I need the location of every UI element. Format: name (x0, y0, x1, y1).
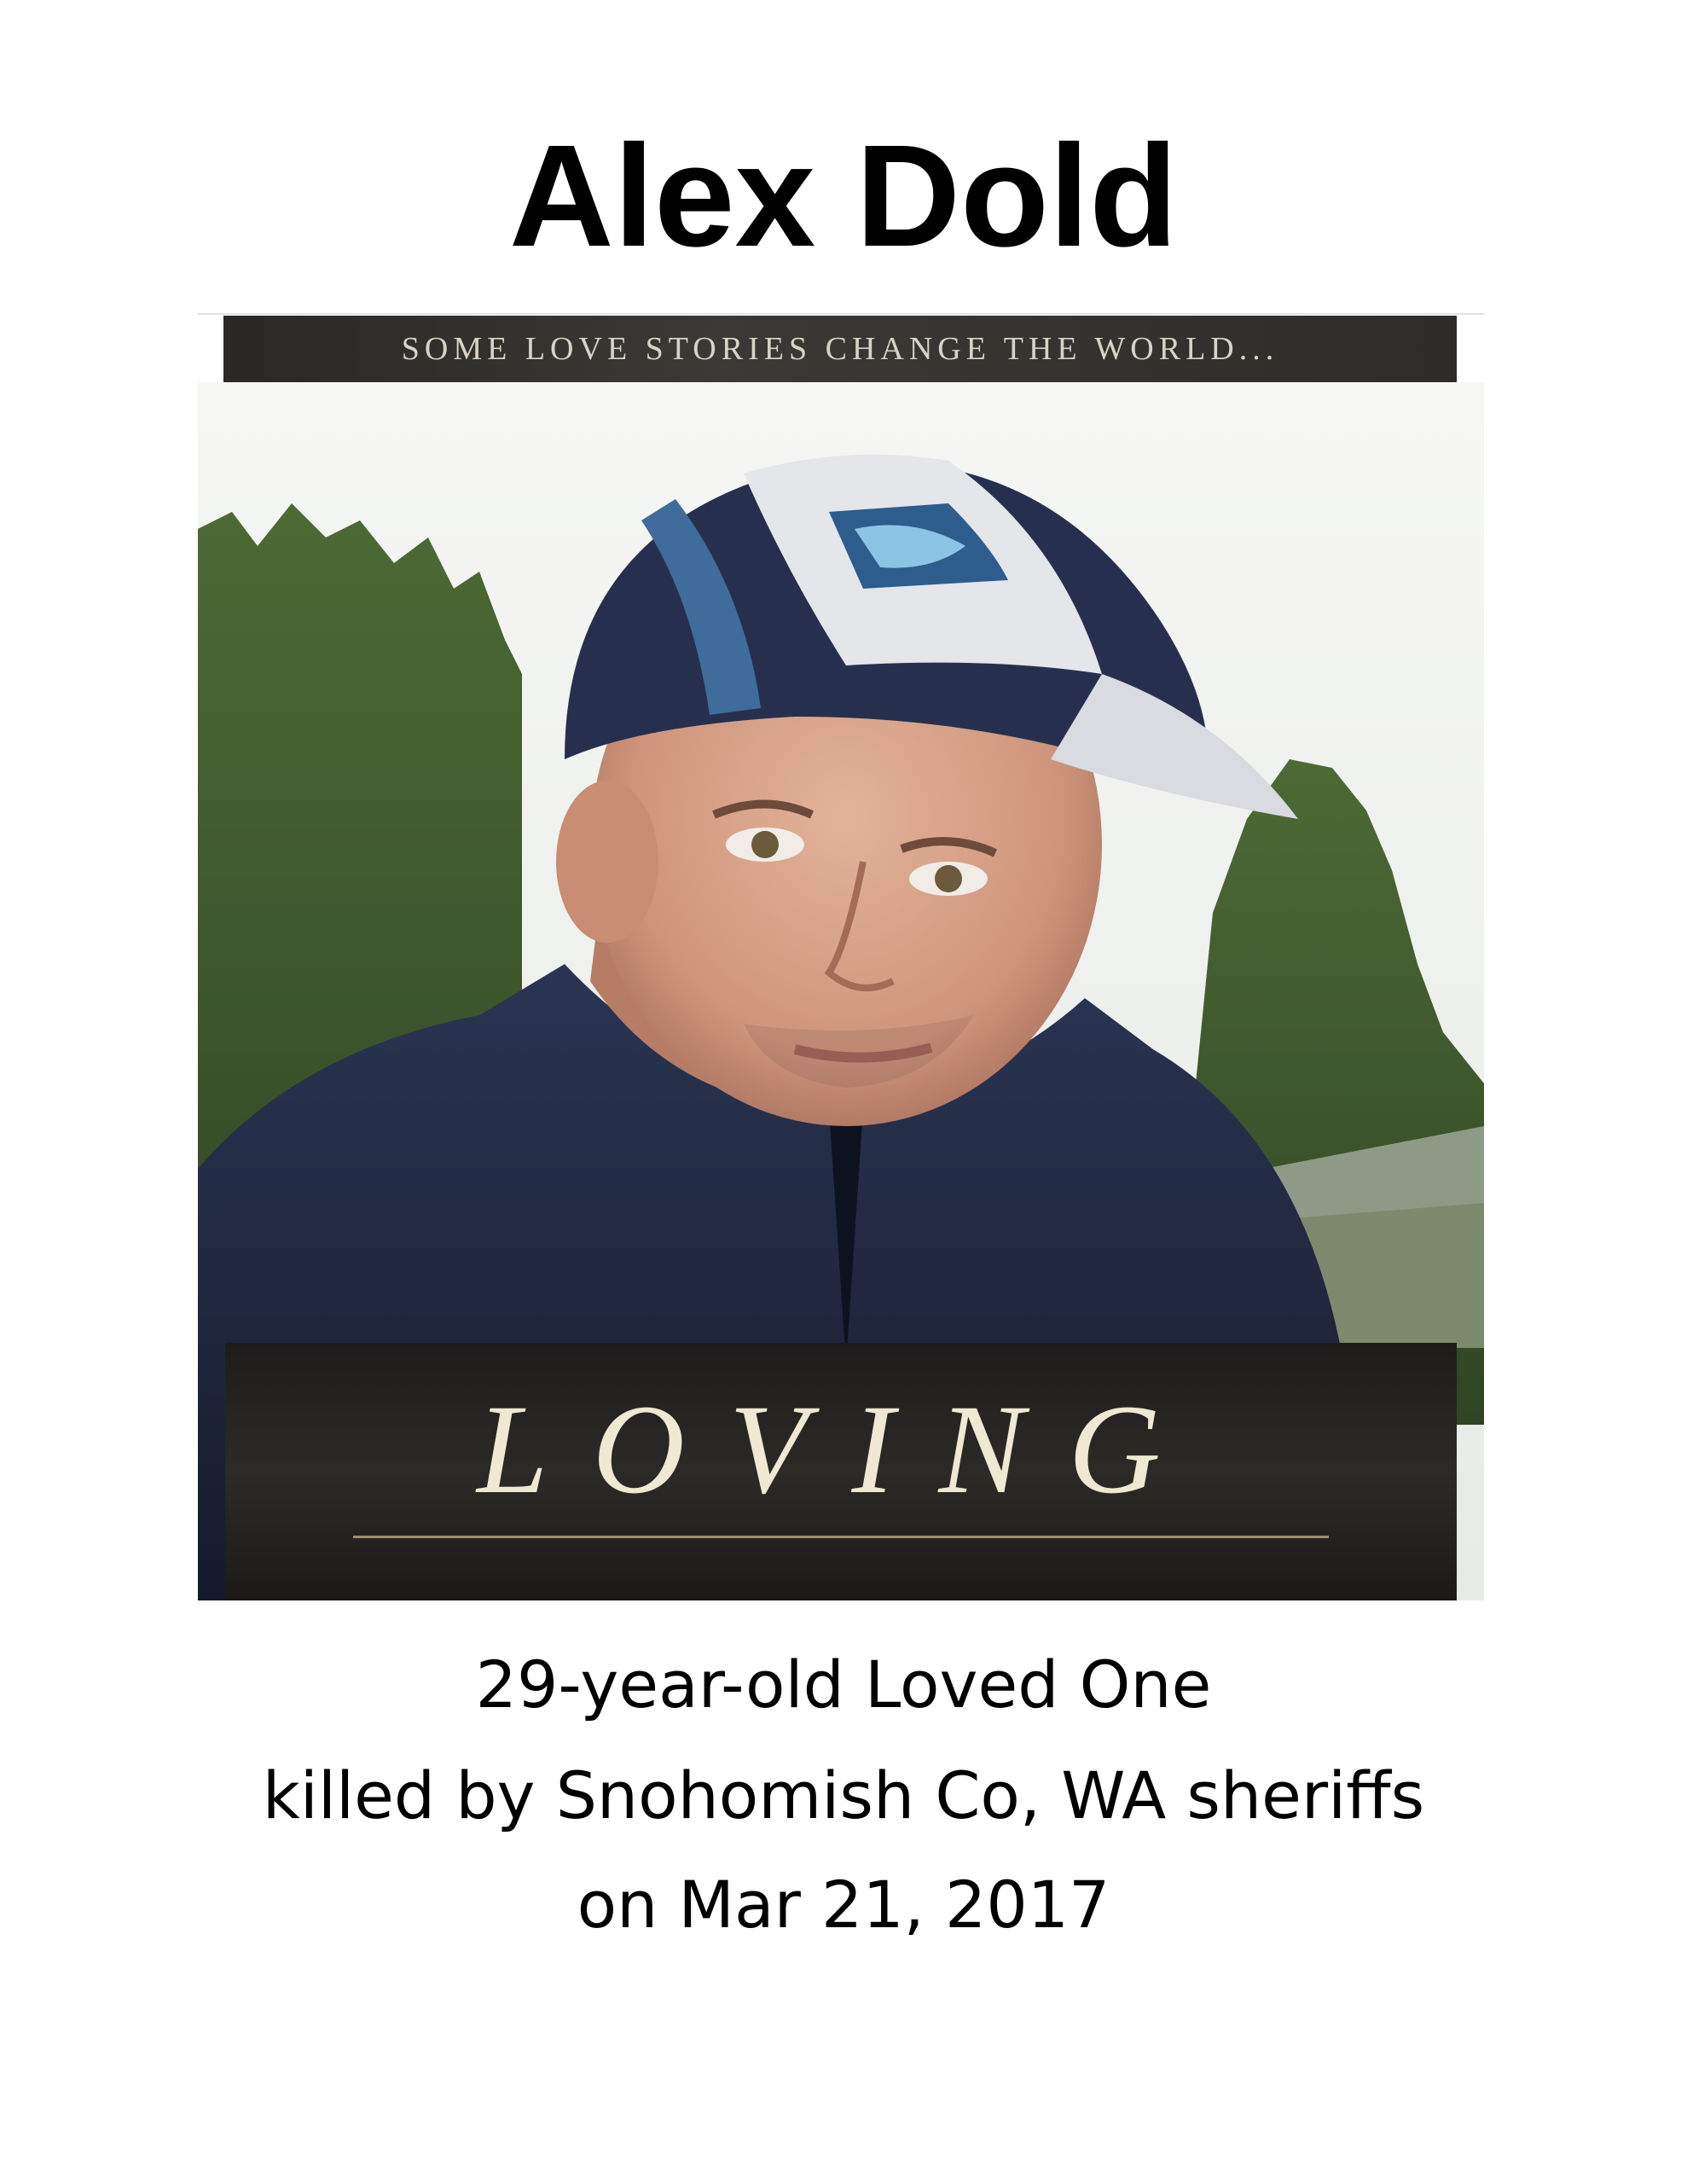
tagline-text: SOME LOVE STORIES CHANGE THE WORLD... (401, 331, 1279, 367)
title-banner (225, 1343, 1457, 1600)
poster-title: LOVING (477, 1379, 1205, 1520)
caption-incident: killed by Snohomish Co, WA sheriffs (262, 1757, 1425, 1833)
divider (198, 313, 1484, 315)
caption-date: on Mar 21, 2017 (577, 1867, 1110, 1943)
memorial-photo (198, 316, 1484, 1600)
caption-age: 29-year-old Loved One (475, 1647, 1212, 1722)
person-name: Alex Dold (508, 115, 1178, 277)
title-underline (353, 1536, 1329, 1538)
tagline-banner (223, 316, 1457, 382)
